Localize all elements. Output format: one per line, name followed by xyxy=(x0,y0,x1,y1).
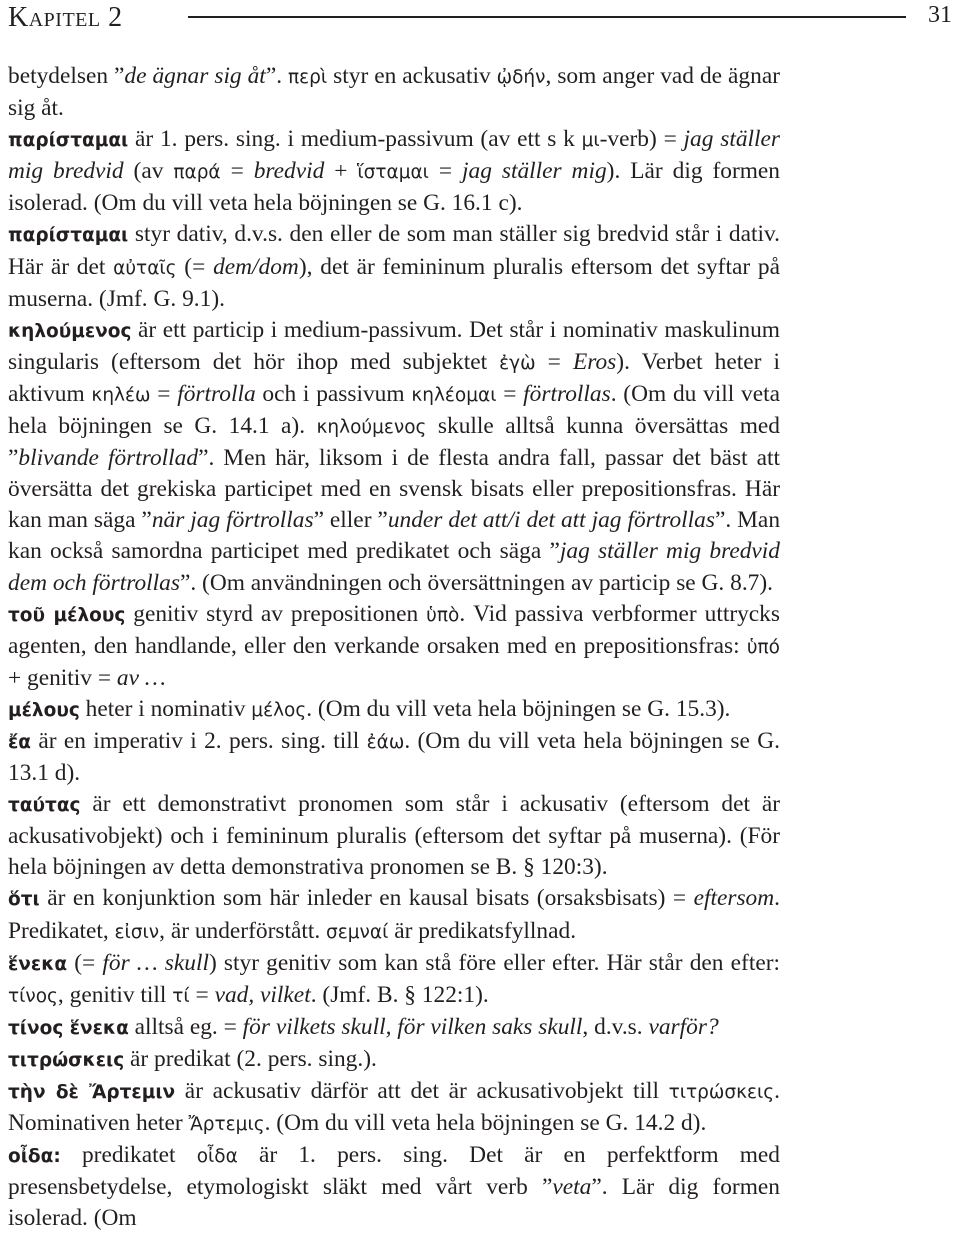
paragraph-p7 xyxy=(8,726,780,789)
italic-text: eftersom xyxy=(693,885,775,912)
text-run: ”. Men här, liksom i de flesta andra fall, passar det bäst att översätta det grekiska participet med en svensk bisats eller prepositionsfras. Här kan man säga ” xyxy=(8,445,780,534)
lemma-headword: τιτρώσκεις xyxy=(8,1049,125,1071)
text-run: . Vid passiva verbformer uttrycks agenten, den handlande, eller den verkande orsaken med en prepositionsfras: xyxy=(8,600,780,659)
lemma-headword: ὅτι xyxy=(8,889,40,911)
greek-word: τίνος xyxy=(8,985,58,1007)
text-run: = xyxy=(220,158,254,185)
italic-text: under det att/i det att jag förtrollas xyxy=(387,507,715,534)
greek-word: εἰσιν xyxy=(114,921,160,943)
text-run: ). Verbet heter i aktivum xyxy=(8,348,781,407)
lemma-headword: μέλους xyxy=(8,699,80,721)
greek-word: μι xyxy=(581,130,600,152)
lemma-headword: παρίσταμαι xyxy=(8,225,129,247)
text-run: . (Jmf. B. § 122:1). xyxy=(310,981,489,1008)
lemma-headword: οἶδα: xyxy=(8,1146,61,1168)
text-run: är en konjunktion som här inleder en kausal bisats (orsaksbisats) = xyxy=(39,885,694,912)
italic-text: när jag förtrollas xyxy=(151,507,314,534)
text-run: alltså eg. = xyxy=(128,1013,243,1040)
body-text xyxy=(8,61,780,1234)
italic-text: dem/dom xyxy=(213,253,299,280)
header-rule xyxy=(188,16,906,18)
text-run: ). Lär dig formen isolerad. (Om du vill veta hela böjningen se G. 16.1 c). xyxy=(8,158,781,217)
text-run: är predikatsfyllnad. xyxy=(388,917,577,944)
italic-text: jag ställer mig bredvid xyxy=(8,126,780,185)
greek-word: αὐταῖς xyxy=(113,257,177,279)
paragraph-p13 xyxy=(8,1076,780,1140)
text-run: = xyxy=(428,158,463,185)
paragraph-p6 xyxy=(8,694,780,726)
text-run: ”. Man kan också samordna participet med predikatet och säga ” xyxy=(8,507,781,565)
text-run: = xyxy=(535,348,573,375)
paragraph-p4 xyxy=(8,315,780,599)
greek-word: Ἄρτεμις xyxy=(188,1114,265,1136)
text-run: ”. Lär dig formen isolerad. (Om xyxy=(8,1174,780,1232)
italic-text: förtrolla xyxy=(177,380,256,407)
greek-word: ὑπό xyxy=(746,636,780,658)
italic-text: bredvid xyxy=(253,158,325,185)
text-run: är ackusativ därför att det är ackusativobjekt till xyxy=(175,1078,669,1104)
lemma-headword: ταύτας xyxy=(8,795,81,817)
text-run: (= xyxy=(176,253,214,280)
text-run: är 1. pers. sing. Det är en perfektform med presensbetydelse, etymologiskt släkt med vårt verb ” xyxy=(8,1142,780,1201)
greek-word: κηλέομαι xyxy=(411,384,497,406)
text-run: styr dativ, d.v.s. den eller de som man ställer sig bredvid står i dativ. Här är det xyxy=(8,221,780,280)
greek-word: ᾠδήν xyxy=(496,67,546,88)
text-run: , som anger vad de ägnar sig åt. xyxy=(8,63,780,122)
text-run: + genitiv = xyxy=(8,664,117,691)
text-run: = xyxy=(496,380,524,407)
text-run: . (Om du vill veta hela böjningen se G. 14.1 a). xyxy=(8,380,781,440)
italic-text: förtrollas xyxy=(523,380,611,407)
greek-word: ἵσταμαι xyxy=(357,162,429,184)
greek-word: τιτρώσκεις xyxy=(668,1082,775,1103)
text-run: ”. xyxy=(265,63,289,89)
greek-word: ἐάω xyxy=(366,731,405,753)
text-run: predikatet xyxy=(60,1142,197,1169)
greek-word: σεμναί xyxy=(326,921,389,943)
italic-text: jag ställer mig bredvid dem och förtrollas xyxy=(8,538,780,596)
text-run: betydelsen ” xyxy=(8,63,125,89)
lemma-headword: τὴν δὲ Ἄρτεμιν xyxy=(8,1082,176,1103)
page-number: 31 xyxy=(928,2,952,28)
lemma-headword: ἕνεκα xyxy=(8,953,68,975)
paragraph-p14 xyxy=(8,1140,780,1234)
paragraph-p11 xyxy=(8,1012,780,1044)
text-run: genitiv styrd av prepositionen xyxy=(125,600,427,627)
text-run: , genitiv till xyxy=(57,981,173,1008)
italic-text: blivande förtrollad xyxy=(18,445,199,472)
text-run: . (Om du vill veta hela böjningen se G. 13.1 d). xyxy=(8,727,780,787)
text-run: är ett demonstrativt pronomen som står i ackusativ (eftersom det är ackusativobjekt) och i femininum pluralis (eftersom det syftar på muserna). (För hela böjningen av detta demonstrativa pronomen se B. § 120:3). xyxy=(8,791,780,881)
paragraph-p9 xyxy=(8,883,780,947)
paragraph-p10 xyxy=(8,948,780,1012)
text-run: , är underförstått. xyxy=(159,917,327,944)
page-header xyxy=(8,0,960,40)
greek-word: περὶ xyxy=(288,67,328,88)
text-run: ), det är femininum pluralis eftersom det syftar på muserna. (Jmf. G. 9.1). xyxy=(8,253,780,312)
italic-text: av … xyxy=(116,664,166,691)
greek-word: κηλούμενος xyxy=(316,417,427,439)
paragraph-p5 xyxy=(8,599,780,694)
text-run: är en imperativ i 2. pers. sing. till xyxy=(31,727,367,754)
text-run: ” eller ” xyxy=(313,507,388,534)
paragraph-p1 xyxy=(8,61,780,124)
text-run: . Predikatet, xyxy=(8,885,780,944)
italic-text: vad, vilket xyxy=(214,981,311,1008)
greek-word: μέλος xyxy=(251,699,307,721)
lemma-headword: ἔα xyxy=(8,731,32,753)
paragraph-p12 xyxy=(8,1044,780,1076)
greek-word: ἐγὼ xyxy=(499,352,536,374)
italic-text: jag ställer mig xyxy=(462,158,607,185)
text-run: -verb) = xyxy=(599,126,684,153)
text-run: styr en ackusativ xyxy=(327,63,497,89)
greek-word: παρά xyxy=(173,162,221,184)
italic-text: för vilkets skull, för vilken saks skull xyxy=(242,1013,583,1040)
text-run: + xyxy=(324,158,358,185)
greek-word: ὑπὸ xyxy=(426,604,460,626)
text-run: (av xyxy=(123,158,174,185)
lemma-headword: παρίσταμαι xyxy=(8,130,129,152)
text-run: ) styr genitiv som kan stå före eller efter. Här står den efter: xyxy=(208,949,781,976)
lemma-headword: τοῦ μέλους xyxy=(8,604,126,626)
text-run: (= xyxy=(67,949,103,976)
greek-word: τί xyxy=(172,985,190,1007)
italic-text: varför? xyxy=(648,1013,719,1040)
text-run: är predikat (2. pers. sing.). xyxy=(124,1045,377,1072)
lemma-headword: κηλούμενος xyxy=(8,320,132,342)
text-run: . Nominativen heter xyxy=(8,1078,780,1137)
paragraph-p2 xyxy=(8,124,780,219)
italic-text: de ägnar sig åt xyxy=(124,63,266,89)
greek-word: οἶδα xyxy=(196,1146,238,1168)
lemma-headword: τίνος ἕνεκα xyxy=(8,1017,129,1039)
text-run: = xyxy=(150,380,178,407)
text-run: , d.v.s. xyxy=(582,1013,649,1040)
text-run: och i passivum xyxy=(255,380,412,407)
text-run: = xyxy=(189,981,215,1008)
italic-text: veta xyxy=(552,1174,592,1201)
text-run: heter i nominativ xyxy=(79,695,252,722)
chapter-title: Kapitel 2 xyxy=(8,2,123,33)
text-run: skulle alltså kunna översättas med ” xyxy=(8,413,780,472)
italic-text: Eros xyxy=(572,348,617,375)
greek-word: κηλέω xyxy=(91,384,151,406)
text-run: ”. (Om användningen och översättningen av particip se G. 8.7). xyxy=(179,569,774,596)
text-run: är 1. pers. sing. i medium-passivum (av ett s k xyxy=(128,126,582,153)
text-run: . (Om du vill veta hela böjningen se G. 14.2 d). xyxy=(264,1110,707,1137)
text-run: . (Om du vill veta hela böjningen se G. 15.3). xyxy=(306,695,731,722)
italic-text: för … skull xyxy=(102,949,209,976)
text-run: är ett particip i medium-passivum. Det står i nominativ maskulinum singularis (eftersom det hör ihop med subjektet xyxy=(8,316,780,375)
paragraph-p3 xyxy=(8,219,780,314)
paragraph-p8 xyxy=(8,789,780,883)
